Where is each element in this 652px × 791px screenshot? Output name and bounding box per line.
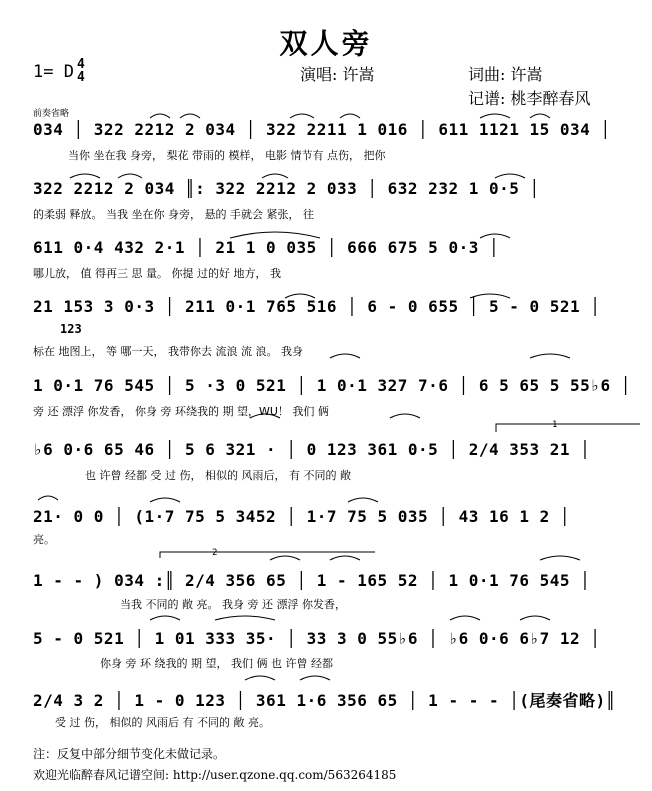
- lyric-line: 你身 旁 环 绕我的 期 望， 我们 俩 也 许曾 经都: [100, 657, 333, 670]
- notation-line: 2/4 3 2 │ 1 - 0 123 │ 361 1·6 356 65 │ 1 - - - │(尾奏省略)║: [33, 691, 616, 710]
- slur-mark: [150, 498, 180, 502]
- notation-line: 5 - 0 521 │ 1 01 333 35· │ 33 3 0 55♭6 │ ♭6 0·6 6♭7 12 │: [33, 629, 601, 648]
- slur-mark: [330, 556, 360, 560]
- slur-mark: [450, 616, 480, 620]
- slur-mark: [495, 174, 525, 178]
- notation-line: 611 0·4 432 2·1 │ 21 1 0 035 │ 666 675 5 0·3 │: [33, 238, 500, 257]
- footer-note: 注：反复中部分细节变化未做记录。: [33, 747, 226, 761]
- prelude-label: 前奏省略: [33, 109, 70, 119]
- song-title: 双人旁: [279, 27, 373, 60]
- slur-mark: [390, 414, 420, 418]
- notation-line: 1 - - ) 034 :║ 2/4 356 65 │ 1 - 165 52 │ 1 0·1 76 545 │: [33, 571, 591, 590]
- slur-mark: [300, 676, 330, 680]
- volta-2-label: 2: [212, 548, 218, 558]
- footer-website: 欢迎光临醉春风记谱空间: http://user.qzone.qq.com/563264185: [33, 768, 397, 782]
- slur-mark: [180, 114, 200, 118]
- slur-mark: [150, 616, 180, 620]
- notation-line: 21· 0 0 │ (1·7 75 5 3452 │ 1·7 75 5 035 │ 43 16 1 2 │: [33, 507, 571, 526]
- lyric-line: 当你 坐在我 身旁， 梨花 带雨的 模样， 电影 情节有 点伤， 把你: [68, 149, 386, 162]
- notation-line: ♭6 0·6 65 46 │ 5 6 321 · │ 0 123 361 0·5 │ 2/4 353 21 │: [33, 440, 591, 459]
- composer-credit: 词曲: 许嵩: [468, 65, 543, 84]
- slur-mark: [290, 114, 314, 118]
- key-signature: 1= D: [33, 62, 74, 82]
- slur-mark: [530, 114, 550, 118]
- slur-mark: [348, 498, 378, 502]
- slur-mark: [270, 556, 300, 560]
- slur-mark: [38, 496, 58, 500]
- slur-mark: [530, 354, 570, 358]
- lyric-line: 旁 还 漂浮 你发香， 你身 旁 环绕我的 期 望，WU！ 我们 俩: [33, 405, 329, 418]
- volta-bracket: [496, 424, 640, 432]
- notation-line: 322 2212 2 034 ║: 322 2212 2 033 │ 632 232 1 0·5 │: [33, 179, 540, 198]
- notation-line: 034 │ 322 2212 2 034 │ 322 2211 1 016 │ 611 1121 15 034 │: [33, 120, 611, 139]
- singer-credit: 演唱: 许嵩: [300, 65, 375, 84]
- harmony-notes: 123: [60, 322, 82, 336]
- notation-line: 1 0·1 76 545 │ 5 ·3 0 521 │ 1 0·1 327 7·6 │ 6 5 65 5 55♭6 │: [33, 376, 631, 395]
- time-signature: [77, 58, 85, 84]
- slur-mark: [150, 114, 170, 118]
- slur-mark: [215, 616, 275, 620]
- slur-mark: [340, 114, 360, 118]
- lyric-line: 也 许曾 经都 受 过 伤， 相似的 风雨后， 有 不同的 敞: [85, 469, 351, 482]
- notation-line: 21 153 3 0·3 │ 211 0·1 765 516 │ 6 - 0 655 │ 5 - 0 521 │: [33, 297, 601, 316]
- volta-1-label: 1: [552, 420, 558, 430]
- slur-mark: [480, 114, 510, 118]
- slur-mark: [540, 556, 580, 560]
- lyric-line: 受 过 伤， 相似的 风雨后 有 不同的 敞 亮。: [55, 716, 270, 729]
- transcriber-credit: 记谱: 桃李醉春风: [468, 89, 591, 108]
- lyric-line: 标在 地图上， 等 哪一天， 我带你去 流浪 流 浪。 我身: [33, 345, 303, 358]
- lyric-line: 当我 不同的 敞 亮。 我身 旁 还 漂浮 你发香，: [120, 598, 346, 611]
- time-sig-top: 4: [77, 57, 85, 72]
- slur-mark: [330, 354, 360, 358]
- slur-mark: [520, 616, 550, 620]
- lyric-line: 哪儿放， 值 得再三 思 量。 你提 过的好 地方， 我: [33, 267, 281, 280]
- lyric-line: 的柔弱 释放。 当我 坐在你 身旁， 悬的 手就会 紧张， 往: [33, 208, 314, 221]
- volta-bracket: [160, 552, 375, 558]
- slur-mark: [245, 676, 275, 680]
- slur-mark: [262, 174, 288, 178]
- time-sig-bottom: 4: [77, 70, 85, 85]
- slur-mark: [118, 174, 142, 178]
- lyric-line: 亮。: [33, 533, 55, 546]
- slur-mark: [70, 174, 100, 178]
